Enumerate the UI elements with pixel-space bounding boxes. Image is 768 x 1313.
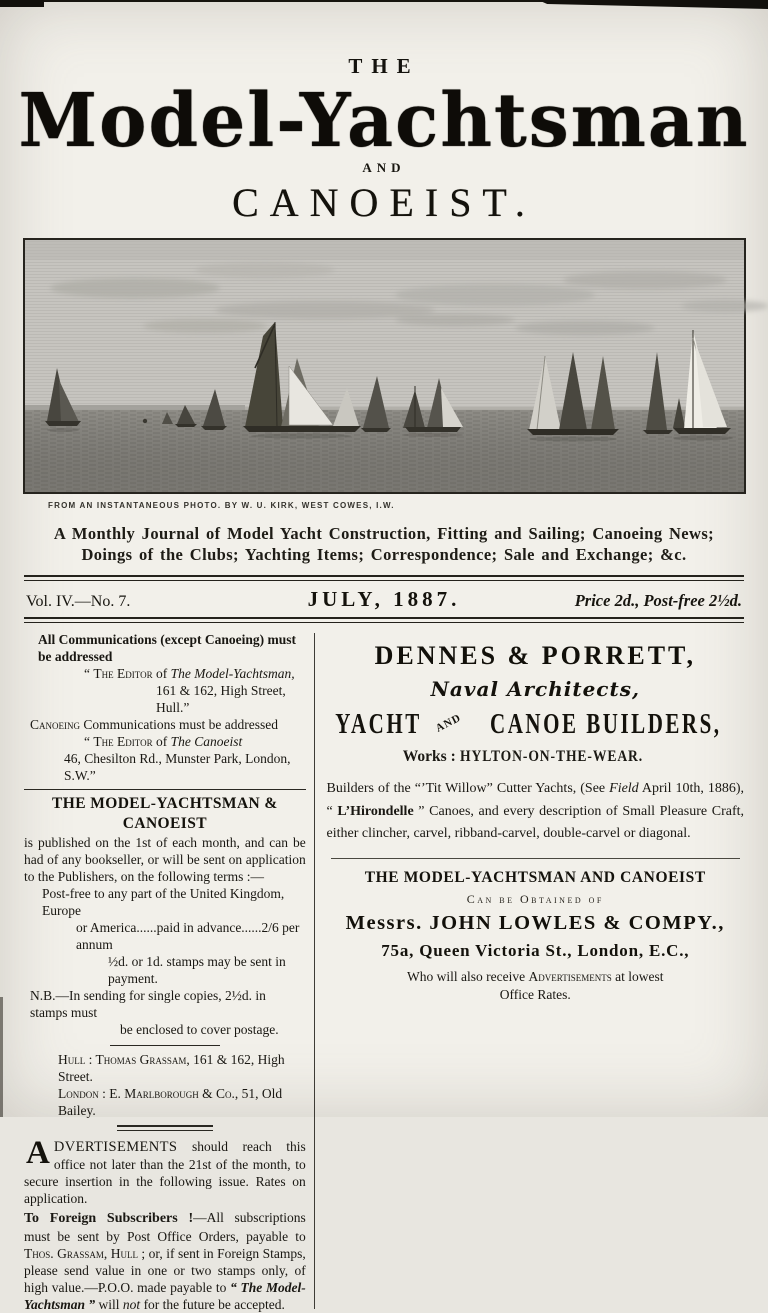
- editor-smallcaps2: The Editor: [93, 734, 152, 749]
- foreign-text-3: will: [95, 1297, 123, 1312]
- obtain-heading: THE MODEL-YACHTSMAN AND CANOEIST: [327, 869, 744, 887]
- agent-london-address: 51, Old Bailey.: [58, 1086, 282, 1118]
- canoeing-smallcaps: Canoeing: [30, 717, 80, 732]
- builders-text-3: ” Canoes, and every description of Small Pleasure Craft, either clincher, carvel, ribband-carvel, double-carvel or diagonal.: [327, 804, 744, 842]
- works-line: [327, 748, 744, 766]
- terms-line1: Post-free to any part of the United Kingdom, Europe: [24, 885, 306, 919]
- obtain-note-text1: Who will also receive: [407, 969, 528, 984]
- builders-text-1: Builders of the “’Tit Willow” Cutter Yachts, (See: [327, 781, 610, 796]
- page-title: Model-Yachtsman: [0, 82, 768, 160]
- canoe-builders-word: CANOE BUILDERS,: [490, 709, 722, 740]
- scan-artifact-bottom-left: [0, 997, 3, 1117]
- communications-line4-rest: Communications must be addressed: [80, 717, 278, 732]
- quote-open2: “: [84, 734, 93, 749]
- foreign-subscribers-paragraph: [24, 1209, 306, 1313]
- masthead-and: AND: [0, 160, 768, 176]
- foreign-text-4: for the future be accepted.: [140, 1297, 285, 1312]
- not-italic: not: [123, 1297, 140, 1312]
- advertisements-paragraph: [24, 1138, 306, 1207]
- quote-open: “: [84, 666, 93, 681]
- communications-line2: [24, 665, 306, 682]
- advertisements-text: should reach this office not later than the 21st of the month, to secure insertion in the following issue. Rates on application.: [24, 1139, 306, 1206]
- yacht-canoe-builders-line: [327, 711, 744, 739]
- builders-text-2: April 10th, 1886), “: [327, 781, 744, 819]
- publication-terms-intro: is published on the 1st of each month, and can be had of any bookseller, or will be sent on application to the Publishers, on the following terms :—: [24, 834, 306, 885]
- photo-caption: FROM AN INSTANTANEOUS PHOTO. BY W. U. KIRK, WEST COWES, I.W.: [48, 501, 768, 510]
- communications-line4: [24, 716, 306, 733]
- yachts-engraving: [25, 240, 744, 492]
- foreign-subscribers-lead: To Foreign Subscribers !: [24, 1211, 193, 1226]
- agent-london-name: London : E. Marlborough & Co.,: [58, 1086, 238, 1101]
- dropcap-a: A: [24, 1138, 54, 1167]
- yachts-engraving-frame: [23, 238, 746, 494]
- works-label: Works :: [403, 748, 456, 765]
- rule-double-short: [117, 1125, 213, 1131]
- and-rotated: AND: [433, 712, 462, 735]
- agent-hull: [24, 1051, 306, 1085]
- terms-line3: ½d. or 1d. stamps may be sent in payment.: [24, 953, 306, 987]
- foreign-text-2: or, if sent in Foreign Stamps, please send value in one or two stamps only, of high value.—P.O.O. made payable to: [24, 1246, 306, 1295]
- model-yachtsman-italic: The Model-Yachtsman,: [171, 666, 295, 681]
- of-text: of: [153, 666, 171, 681]
- builders-paragraph: [327, 778, 744, 846]
- scan-artifact-top-left: [0, 0, 44, 7]
- masthead: [0, 0, 768, 226]
- communications-line3: 161 & 162, High Street, Hull.”: [24, 682, 306, 716]
- rule-separator: [24, 789, 306, 790]
- volume-number: Vol. IV.—No. 7.: [26, 593, 262, 611]
- masthead-kicker: THE: [0, 54, 768, 79]
- of-text2: of: [153, 734, 171, 749]
- editor-smallcaps: The Editor: [93, 666, 152, 681]
- agent-london: [24, 1085, 306, 1119]
- column-divider-rule: [314, 633, 315, 1308]
- terms-line5: be enclosed to cover postage.: [24, 1021, 306, 1038]
- rule-right-column: [331, 858, 740, 859]
- rule-short: [110, 1045, 220, 1046]
- publication-heading: THE MODEL-YACHTSMAN & CANOEIST: [24, 794, 306, 833]
- obtain-note-text2: at lowest: [612, 969, 664, 984]
- issue-line: [26, 587, 742, 612]
- title-italic: “ The Model-Yachtsman ”: [24, 1280, 306, 1312]
- agent-hull-address: 161 & 162, High Street.: [58, 1052, 285, 1084]
- works-location: HYLTON-ON-THE-WEAR.: [460, 748, 643, 767]
- yacht-word: YACHT: [335, 709, 422, 740]
- right-column: [321, 631, 744, 1312]
- obtain-note: [327, 968, 744, 1003]
- journal-description: [0, 523, 768, 567]
- left-column: [24, 631, 306, 1312]
- issue-date: JULY, 1887.: [262, 587, 505, 612]
- foreign-text-1: —All subscriptions must be sent by Post Office Orders, payable to: [24, 1210, 306, 1244]
- terms-line4: N.B.—In sending for single copies, 2½d. in stamps must: [24, 987, 306, 1021]
- advertisements-word: DVERTISEMENTS: [54, 1139, 178, 1155]
- naval-architects-line: Naval Architects,: [327, 677, 744, 701]
- advertisements-smallcaps: Advertisements: [529, 969, 612, 984]
- two-column-body: [24, 631, 744, 1312]
- journal-description-line1: A Monthly Journal of Model Yacht Construction, Fitting and Sailing; Canoeing News;: [0, 523, 768, 545]
- communications-line1: All Communications (except Canoeing) must be addressed: [24, 631, 306, 665]
- obtain-note-text3: Office Rates.: [500, 987, 571, 1002]
- lowles-address: 75a, Queen Victoria St., London, E.C.,: [327, 941, 744, 961]
- issue-price: Price 2d., Post-free 2½d.: [506, 591, 742, 611]
- communications-line5: [24, 733, 306, 750]
- communications-line6: 46, Chesilton Rd., Munster Park, London, S.W.”: [24, 750, 306, 784]
- agent-hull-name: Hull : Thomas Grassam,: [58, 1052, 190, 1067]
- obtain-subheading: Can be Obtained of: [327, 892, 744, 907]
- double-rule-top: [24, 575, 744, 581]
- grassam-smallcaps: Thos. Grassam, Hull ;: [24, 1246, 145, 1261]
- double-rule-bottom: [24, 617, 744, 623]
- journal-description-line2: Doings of the Clubs; Yachting Items; Correspondence; Sale and Exchange; &c.: [0, 544, 768, 566]
- field-italic: Field: [609, 781, 639, 796]
- terms-line2: or America......paid in advance......2/6 per annum: [24, 919, 306, 953]
- canoeist-italic: The Canoeist: [171, 734, 243, 749]
- hirondelle-bold: L’Hirondelle: [337, 804, 413, 819]
- advertiser-name: DENNES & PORRETT,: [327, 641, 744, 671]
- lowles-firm-name: Messrs. JOHN LOWLES & COMPY.,: [327, 912, 744, 935]
- masthead-subtitle: CANOEIST.: [0, 179, 768, 226]
